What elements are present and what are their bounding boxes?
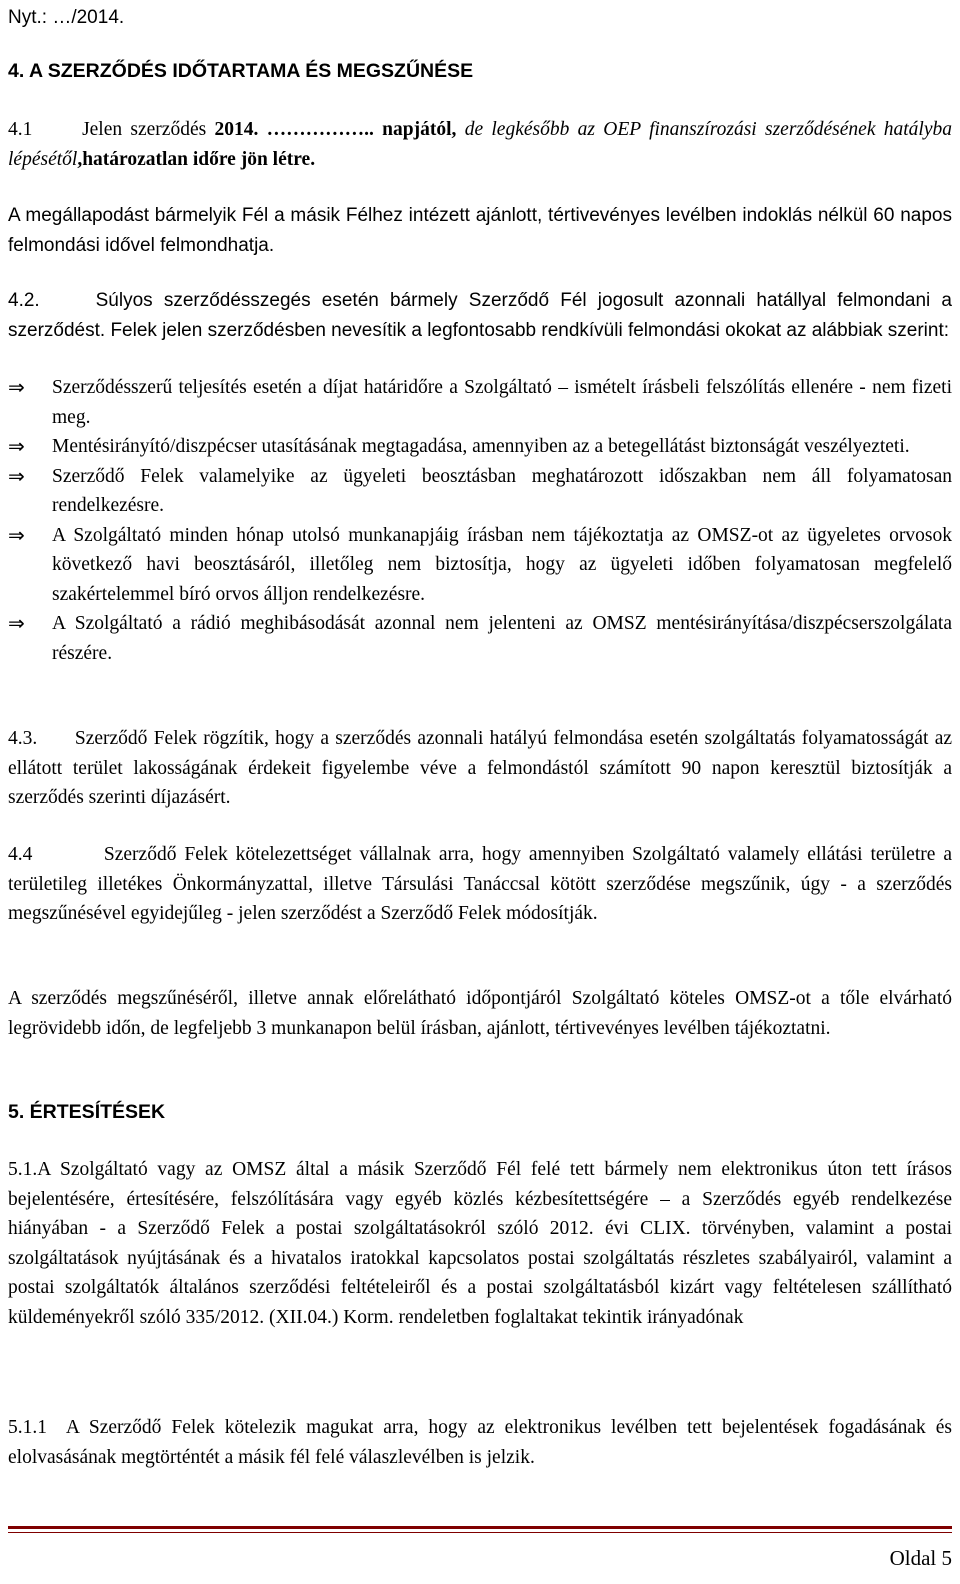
- paragraph-4-4: [8, 840, 952, 929]
- list-item: [8, 521, 952, 610]
- paragraph-number: 4.1: [8, 119, 33, 140]
- page-number: Oldal 5: [889, 1546, 952, 1570]
- list-item-text: Szerződésszerű teljesítés esetén a díjat határidőre a Szolgáltató – ismételt írásbeli felszólítás ellenére - nem fizeti meg.: [52, 377, 952, 428]
- arrow-icon: ⇒: [8, 463, 25, 488]
- arrow-icon: ⇒: [8, 522, 25, 547]
- reference-number: Nyt.: …/2014.: [8, 7, 125, 28]
- paragraph-4-1: [8, 115, 952, 174]
- paragraph-number: 5.1.1: [8, 1417, 47, 1438]
- paragraph-4-1-notice: A megállapodást bármelyik Fél a másik Félhez intézett ajánlott, tértivevényes levélben indoklás nélkül 60 napos felmondási idővel felmondhatja.: [8, 205, 952, 256]
- footer-rule: [8, 1526, 952, 1529]
- paragraph-number: 4.4: [8, 844, 33, 865]
- paragraph-4-4-notify: A szerződés megszűnéséről, illetve annak előrelátható időpontjáról Szolgáltató köteles OMSZ-ot a tőle elvárható legrövidebb időn, de legfeljebb 3 munkanapon belül írásban, ajánlott, tértivevényes levélben tájékoztatni.: [8, 988, 952, 1039]
- p51-text: A Szolgáltató vagy az OMSZ által a másik Szerződő Fél felé tett bármely nem elektronikus úton tett írásos bejelentésére, értesítésére, felszólítására vagy egyéb közlés kézbesítettségére – a Szerződés egyéb rendelkezése hiányában - a Szerződő Felek a postai szolgáltatásokról szóló 2012. évi CLIX. törvényben, valamint a postai szolgáltatások nyújtásának és a hivatalos iratokkal kapcsolatos postai szolgáltatás részletes szabályairól, valamint a postai szolgáltatók általános szerződési feltételeiről és a postai szolgáltatásból kizárt vagy feltételesen szállítható küldeményekről szóló 335/2012. (XII.04.) Korm. rendeletben foglaltakat tekintik irányadónak: [8, 1159, 952, 1328]
- list-item: [8, 373, 952, 432]
- p43-text: Szerződő Felek rögzítik, hogy a szerződés azonnali hatályú felmondása esetén szolgáltatás folyamatosságát az ellátott terület lakosságának érdekeit figyelembe véve a felmondástól számított 90 napon keresztül biztosítják a szerződés szerinti díjazásért.: [8, 728, 953, 808]
- arrow-icon: ⇒: [8, 611, 25, 635]
- paragraph-number: 4.3.: [8, 728, 38, 749]
- list-item-text: A Szolgáltató a rádió meghibásodását azonnal nem jelenteni az OMSZ mentésirányítása/diszpécserszolgálata részére.: [52, 613, 952, 664]
- p42-text-b: Felek jelen szerződésben nevesítik a legfontosabb rendkívüli felmondási okokat az alábbiak szerint:: [110, 319, 950, 341]
- p41-text-d: ,határozatlan időre jön létre.: [77, 148, 316, 170]
- paragraph-5-1: [8, 1155, 952, 1332]
- paragraph-5-1-1: [8, 1413, 952, 1472]
- p42-text-a: Súlyos szerződésszegés esetén bármely Szerződő Fél jogosult azonnali hatállyal felmondani a szerződést.: [8, 290, 952, 341]
- p41-text-c: de legkésőbb az OEP finanszírozási szerződésének hatályba lépésétől: [8, 119, 952, 170]
- paragraph-number: 5.1.: [8, 1159, 38, 1180]
- arrow-icon: ⇒: [8, 375, 25, 399]
- section-4-title: 4. A SZERZŐDÉS IDŐTARTAMA ÉS MEGSZŰNÉSE: [8, 60, 474, 82]
- section-5-title: 5. ÉRTESÍTÉSEK: [8, 1101, 166, 1123]
- list-item: [8, 462, 952, 521]
- p44-text: Szerződő Felek kötelezettséget vállalnak arra, hogy amennyiben Szolgáltató valamely ellátási területre a területileg illetékes Önkormányzattal, illetve Társulási Tanáccsal kötött szerződése megszűnik, úgy - a szerződés megszűnésével egyidejűleg - jelen szerződést a Szerződő Felek módosítják.: [8, 844, 952, 924]
- p511-text: A Szerződő Felek kötelezik magukat arra, hogy az elektronikus levélben tett bejelentések fogadásának és elolvasásának megtörténtét a másik fél felé válaszlevélben is jelzik.: [8, 1417, 952, 1468]
- paragraph-4-3: [8, 724, 952, 813]
- document-page: [8, 0, 952, 1584]
- paragraph-4-2: [8, 286, 952, 345]
- termination-reasons-list: [8, 373, 952, 668]
- list-item-text: Mentésirányító/diszpécser utasításának megtagadása, amennyiben az a betegellátást biztonságát veszélyezteti.: [52, 436, 910, 457]
- arrow-icon: ⇒: [8, 434, 25, 458]
- footer-rule-thin: [8, 1532, 952, 1533]
- list-item-text: A Szolgáltató minden hónap utolsó munkanapjáig írásban nem tájékoztatja az OMSZ-ot az ügyeletes orvosok következő havi beosztásáról, illetőleg nem biztosítja, hogy az ügyeleti időben folyamatosan megfelelő szakértelemmel bíró orvos álljon rendelkezésre.: [52, 524, 952, 605]
- p41-text-a: Jelen szerződés: [82, 119, 207, 140]
- p41-date: 2014. …………….. napjától,: [214, 119, 457, 140]
- list-item: [8, 609, 952, 668]
- paragraph-number: 4.2.: [8, 290, 40, 311]
- list-item-text: Szerződő Felek valamelyike az ügyeleti beosztásban meghatározott időszakban nem áll folyamatosan rendelkezésre.: [52, 465, 952, 516]
- list-item: [8, 432, 952, 462]
